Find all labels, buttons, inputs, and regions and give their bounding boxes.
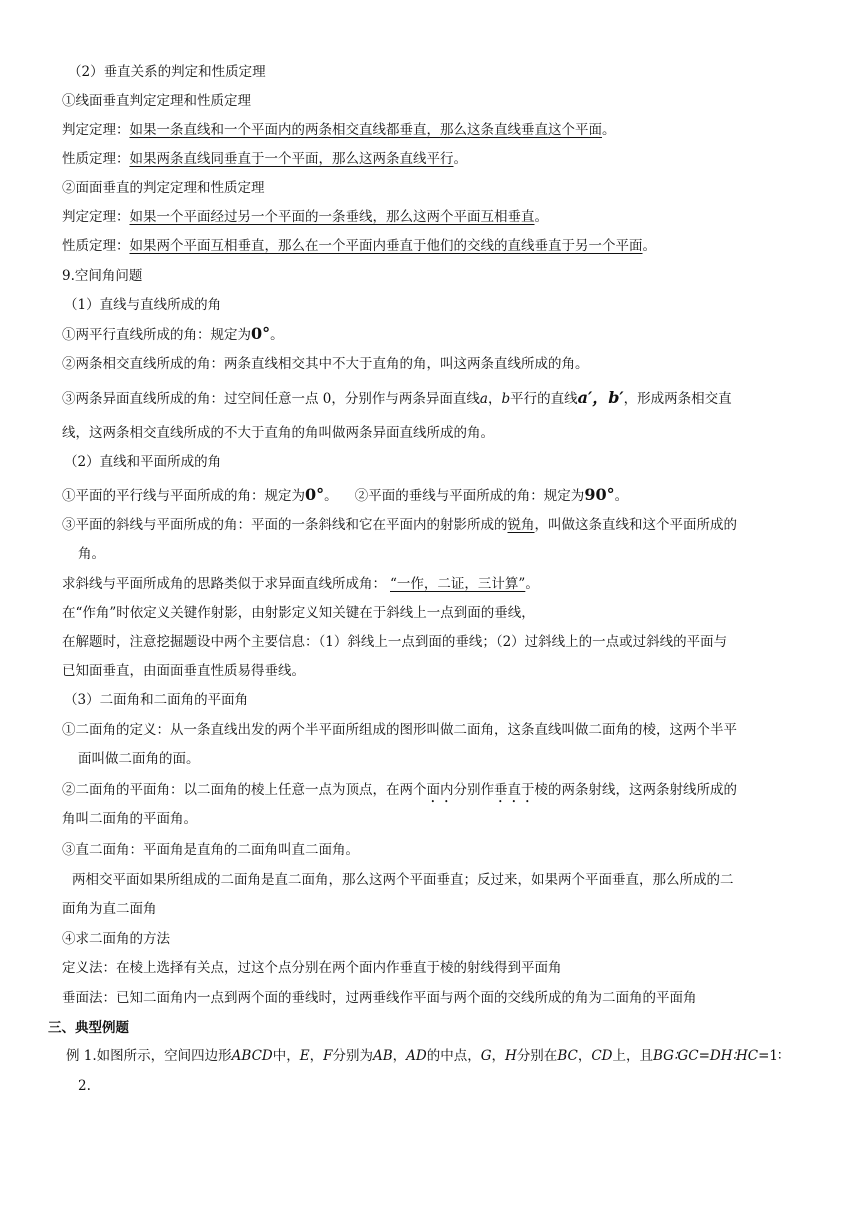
math-var: b [501,391,511,407]
paragraph-line: 角叫二面角的平面角。 [62,811,197,827]
theorem-line [62,236,820,256]
theorem-text: 如果两条直线同垂直于一个平面，那么这两条直线平行 [129,151,454,167]
paragraph-line: 在“作角”时依定义关键作射影，由射影定义知关键在于斜线上一点到面的垂线， [62,605,535,621]
paragraph-line: 面叫做二面角的面。 [78,751,200,767]
text: ②二面角的平面角：以二面角的棱上任意一点为顶点，在两个 [62,782,427,798]
math-value: 0° [305,485,325,504]
subsection-heading: （1）直线与直线所成的角 [64,297,222,313]
text: ③两条异面直线所成的角：过空间任意一点 0，分别作与两条异面直线 [62,391,480,407]
text: ①平面的平行线与平面所成的角：规定为 [62,488,305,504]
paragraph-line: ②两条相交直线所成的角：两条直线相交其中不大于直角的角，叫这两条直线所成的角。 [62,356,589,372]
text: 。 [614,488,629,504]
punct: 。 [453,151,467,167]
math-value: a′，b′ [577,388,624,407]
text: 的中点， [426,1048,481,1064]
math-var: ABCD [231,1048,273,1064]
text: 平行的直线 [510,391,578,407]
theorem-label: 判定定理： [62,122,130,138]
punct: 。 [534,209,548,225]
text: ③平面的斜线与平面所成的角：平面的一条斜线和它在平面内的射影所成的 [62,517,508,533]
text: 。 [270,327,284,343]
math-var: a [479,391,488,407]
paragraph-line: 角。 [78,546,105,562]
subsection-heading: （3）二面角和二面角的平面角 [64,692,249,708]
math-var: AD [406,1048,427,1064]
example-line [66,1046,820,1066]
paragraph-line [62,574,820,594]
theorem-text: 如果一个平面经过另一个平面的一条垂线，那么这两个平面互相垂直 [129,209,535,225]
paragraph-line [62,515,820,535]
paragraph-line: 面角为直二面角 [62,901,157,917]
paragraph-line: 垂面法：已知二面角内一点到两个面的垂线时，过两垂线作平面与两个面的交线所成的角为二面角的平面角 [62,990,697,1006]
math-var: BC [557,1048,578,1064]
theorem-line [62,207,820,227]
theorem-text: 如果一条直线和一个平面内的两条相交直线都垂直，那么这条直线垂直这个平面 [129,122,602,138]
punct: 。 [602,122,616,138]
punct: 。 [642,238,656,254]
paragraph-line: ①二面角的定义：从一条直线出发的两个半平面所组成的图形叫做二面角，这条直线叫做二面角的棱，这两个半平 [62,722,737,738]
math-value: 0° [251,324,271,343]
text: ， [309,1048,324,1064]
text: ， [577,1048,592,1064]
text: 棱的两条射线，这两条射线所成的 [534,782,737,798]
math-var: F [323,1048,333,1064]
paragraph-line [62,324,820,345]
theorem-label: 判定定理： [62,209,130,225]
example-line: 2. [78,1078,91,1094]
subsection-heading: （2）垂直关系的判定和性质定理 [68,64,266,80]
paragraph-line: 线，这两条相交直线所成的不大于直角的角叫做两条异面直线所成的角。 [62,425,494,441]
emphasized-term: 垂直于 [494,782,535,798]
paragraph-line: 已知面垂直，由面面垂直性质易得垂线。 [62,663,305,679]
theorem-line [62,149,820,169]
text: 。 [525,576,539,592]
item-heading: ④求二面角的方法 [62,931,170,947]
paragraph-line [62,485,820,506]
text: 分别在 [516,1048,558,1064]
text: 上，且 [612,1048,653,1064]
paragraph-line [62,780,820,806]
text: ，叫做这条直线和这个平面所成的 [534,517,737,533]
paragraph-line: 定义法：在棱上选择有关点，过这个点分别在两个面内作垂直于棱的射线得到平面角 [62,960,562,976]
text: 例 1.如图所示，空间四边形 [66,1048,232,1064]
theorem-text: 如果两个平面互相垂直，那么在一个平面内垂直于他们的交线的直线垂直于另一个平面 [129,238,643,254]
text: 求斜线与平面所成角的思路类似于求异面直线所成角： [62,576,386,592]
underlined-term: “一作，二证，三计算” [390,576,526,592]
text: ，形成两条相交直 [623,391,732,407]
underlined-term: 锐角 [507,517,535,533]
math-var: E [299,1048,310,1064]
text: 分别作 [453,782,494,798]
theorem-line [62,120,820,140]
theorem-label: 性质定理： [62,151,130,167]
emphasized-term: 面内 [426,782,454,798]
text: ①两平行直线所成的角：规定为 [62,327,251,343]
math-var: CD [591,1048,613,1064]
section-heading: 三、典型例题 [48,1020,129,1036]
math-value: 90° [584,485,615,504]
text: ， [491,1048,506,1064]
paragraph-line: 在解题时，注意挖掘题设中两个主要信息：（1）斜线上一点到面的垂线；（2）过斜线上的一点或过斜线的平面与 [62,634,728,650]
math-var: AB [372,1048,393,1064]
text: ， [392,1048,407,1064]
text: 。 ②平面的垂线与平面所成的角：规定为 [324,488,585,504]
text: =1∶ [758,1048,782,1064]
text: 分别为 [332,1048,373,1064]
paragraph-line: 两相交平面如果所组成的二面角是直二面角，那么这两个平面垂直；反过来，如果两个平面垂直，那么所成的二 [72,872,734,888]
item-heading: ①线面垂直判定定理和性质定理 [62,93,251,109]
paragraph-line: ③直二面角：平面角是直角的二面角叫直二面角。 [62,842,359,858]
math-var: G [480,1048,492,1064]
text: ， [487,391,502,407]
section-heading: 9.空间角问题 [62,268,143,284]
math-var: BG∶GC=DH∶HC [652,1048,759,1064]
item-heading: ②面面垂直的判定定理和性质定理 [62,180,265,196]
subsection-heading: （2）直线和平面所成的角 [64,454,222,470]
math-var: H [505,1048,517,1064]
paragraph-line [62,388,820,409]
text: 中， [272,1048,300,1064]
theorem-label: 性质定理： [62,238,130,254]
